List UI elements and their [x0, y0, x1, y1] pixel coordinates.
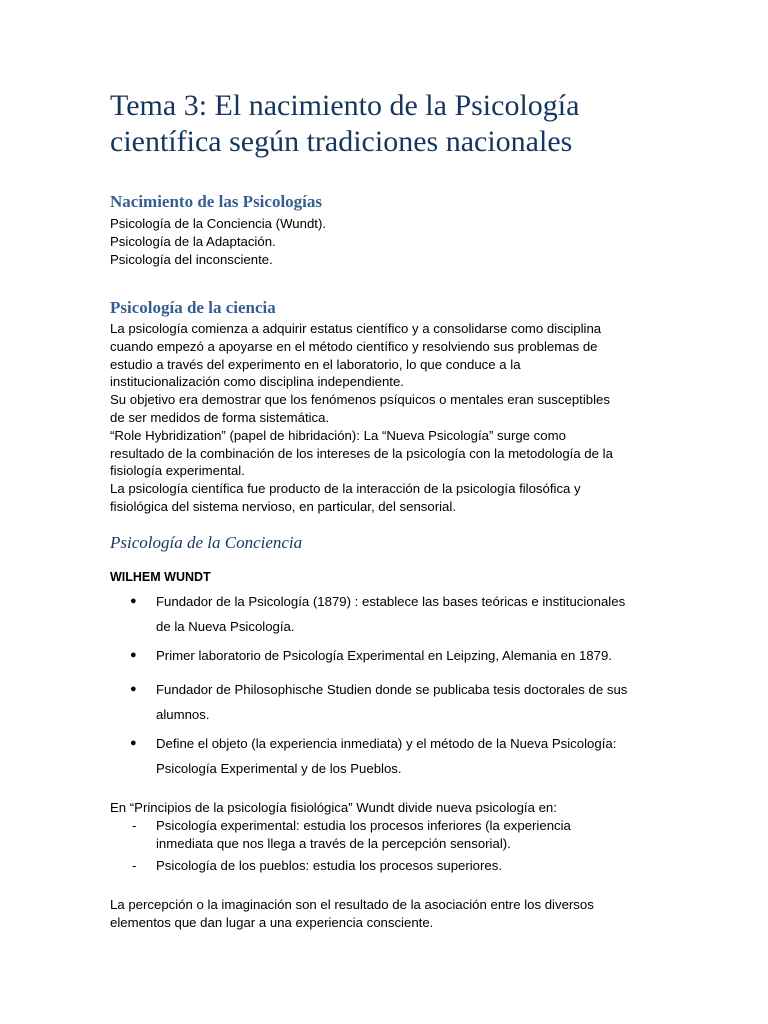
bullet-icon: ●	[130, 737, 137, 749]
bullet-icon: ●	[130, 683, 137, 695]
text-line: Psicología experimental: estudia los procesos inferiores (la experiencia	[156, 818, 571, 833]
text-line: Fundador de Philosophische Studien donde se publicaba tesis doctorales de sus	[156, 682, 628, 697]
text-line: La percepción o la imaginación son el resultado de la asociación entre los diversos	[110, 897, 594, 912]
text-line: Su objetivo era demostrar que los fenómenos psíquicos o mentales eran susceptibles	[110, 392, 610, 408]
text-line: Fundador de la Psicología (1879) : establece las bases teóricas e institucionales	[156, 594, 626, 609]
bullet-icon: ●	[130, 649, 137, 661]
paragraph-closing	[110, 896, 670, 932]
heading-psicologia-ciencia: Psicología de la ciencia	[110, 298, 276, 317]
text-line: Psicología de los pueblos: estudia los procesos superiores.	[156, 858, 503, 873]
text-line: Psicología del inconsciente.	[110, 251, 273, 267]
dash-icon: -	[132, 858, 137, 873]
text-line: fisiología experimental.	[110, 463, 245, 479]
bullet-icon: ●	[130, 595, 137, 607]
heading-psicologia-conciencia: Psicología de la Conciencia	[110, 533, 303, 552]
text-line: “Role Hybridization” (papel de hibridación): La “Nueva Psicología” surge como	[110, 427, 566, 443]
title-line-2: científica según tradiciones nacionales	[110, 125, 573, 158]
text-line: institucionalización como disciplina independiente.	[110, 374, 404, 390]
text-line: alumnos.	[156, 707, 210, 722]
document-title	[110, 88, 670, 160]
text-line: estudio a través del experimento en el laboratorio, lo que conduce a la	[110, 356, 521, 372]
text-line: Psicología de la Adaptación.	[110, 233, 276, 249]
paragraph-intro	[110, 799, 670, 817]
text-line: de la Nueva Psicología.	[156, 619, 295, 634]
subheading-wundt: WILHEM WUNDT	[110, 570, 211, 584]
text-line: cuando empezó a apoyarse en el método científico y resolviendo sus problemas de	[110, 338, 598, 354]
text-line: Psicología de la Conciencia (Wundt).	[110, 216, 326, 231]
text-line: resultado de la combinación de los intereses de la psicología con la metodología de la	[110, 445, 613, 461]
text-line: En “Principios de la psicología fisiológica” Wundt divide nueva psicología en:	[110, 800, 557, 815]
paragraph-ciencia	[110, 320, 670, 516]
text-line: fisiológica del sistema nervioso, en particular, del sensorial.	[110, 498, 456, 514]
text-line: Primer laboratorio de Psicología Experimental en Leipzing, Alemania en 1879.	[156, 648, 612, 663]
dash-icon: -	[132, 818, 137, 833]
text-line: Psicología Experimental y de los Pueblos.	[156, 761, 402, 776]
text-line: La psicología científica fue producto de la interacción de la psicología filosófica y	[110, 481, 581, 497]
text-line: Define el objeto (la experiencia inmediata) y el método de la Nueva Psicología:	[156, 736, 617, 751]
text-line: inmediata que nos llega a través de la percepción sensorial).	[156, 835, 511, 851]
title-line-1: Tema 3: El nacimiento de la Psicología	[110, 89, 580, 122]
heading-nacimiento: Nacimiento de las Psicologías	[110, 192, 323, 211]
text-line: de ser medidos de forma sistemática.	[110, 409, 330, 425]
text-line: La psicología comienza a adquirir estatus científico y a consolidarse como disciplina	[110, 321, 602, 336]
paragraph-psicologias	[110, 215, 670, 268]
text-line: elementos que dan lugar a una experiencia consciente.	[110, 914, 434, 930]
